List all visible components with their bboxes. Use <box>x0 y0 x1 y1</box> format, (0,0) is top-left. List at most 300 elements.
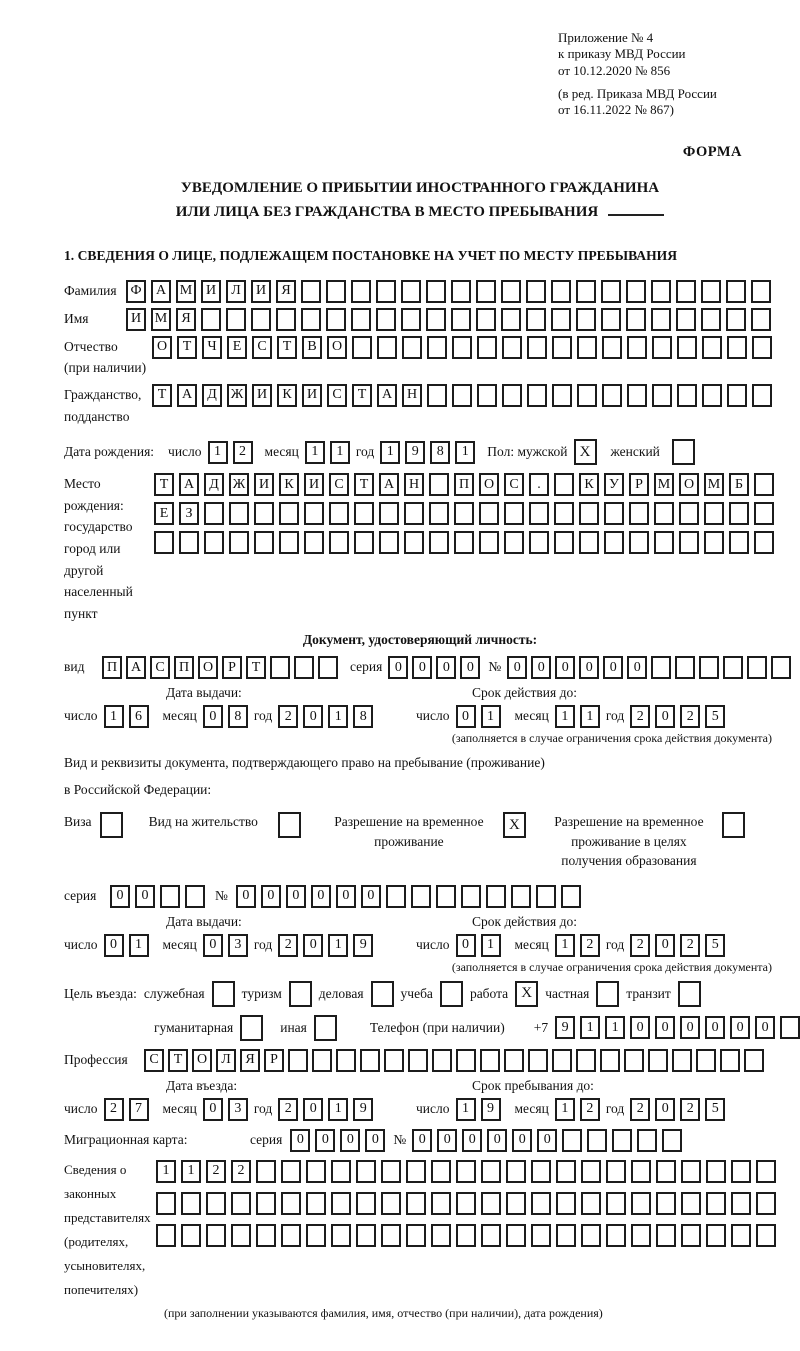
char-box[interactable]: 0 <box>361 885 381 908</box>
char-box[interactable]: 0 <box>655 934 675 957</box>
char-box[interactable] <box>312 1049 332 1072</box>
char-box[interactable] <box>401 308 421 331</box>
char-box[interactable] <box>751 308 771 331</box>
char-box[interactable] <box>579 531 599 554</box>
char-box[interactable] <box>376 308 396 331</box>
char-box[interactable] <box>331 1224 351 1247</box>
char-box[interactable]: 0 <box>290 1129 310 1152</box>
char-box[interactable]: С <box>150 656 170 679</box>
char-box[interactable]: О <box>198 656 218 679</box>
char-box[interactable] <box>336 1049 356 1072</box>
char-box[interactable] <box>304 531 324 554</box>
char-box[interactable]: 0 <box>730 1016 750 1039</box>
char-box[interactable]: 5 <box>705 705 725 728</box>
char-box[interactable] <box>627 336 647 359</box>
char-box[interactable] <box>672 1049 692 1072</box>
char-box[interactable] <box>602 336 622 359</box>
char-box[interactable] <box>480 1049 500 1072</box>
char-box[interactable]: 1 <box>181 1160 201 1183</box>
char-box[interactable] <box>281 1192 301 1215</box>
char-box[interactable] <box>477 384 497 407</box>
char-box[interactable] <box>601 280 621 303</box>
char-box[interactable] <box>436 885 456 908</box>
char-box[interactable] <box>502 384 522 407</box>
char-box[interactable]: Т <box>168 1049 188 1072</box>
char-box[interactable] <box>185 885 205 908</box>
char-box[interactable] <box>329 502 349 525</box>
char-box[interactable] <box>306 1224 326 1247</box>
char-box[interactable] <box>652 336 672 359</box>
char-box[interactable]: Н <box>404 473 424 496</box>
char-box[interactable] <box>504 1049 524 1072</box>
char-box[interactable] <box>354 531 374 554</box>
char-box[interactable]: 2 <box>104 1098 124 1121</box>
char-box[interactable] <box>528 1049 548 1072</box>
char-box[interactable]: 0 <box>630 1016 650 1039</box>
char-box[interactable] <box>204 531 224 554</box>
char-box[interactable]: 2 <box>630 1098 650 1121</box>
purpose-official-checkbox[interactable] <box>212 981 235 1007</box>
char-box[interactable]: С <box>329 473 349 496</box>
char-box[interactable] <box>626 280 646 303</box>
char-box[interactable] <box>662 1129 682 1152</box>
char-box[interactable] <box>629 502 649 525</box>
char-box[interactable] <box>731 1192 751 1215</box>
char-box[interactable] <box>381 1192 401 1215</box>
char-box[interactable]: 1 <box>305 441 325 464</box>
char-box[interactable] <box>581 1192 601 1215</box>
char-box[interactable]: 5 <box>705 934 725 957</box>
char-box[interactable] <box>579 502 599 525</box>
char-box[interactable] <box>406 1160 426 1183</box>
char-box[interactable]: В <box>302 336 322 359</box>
sex-male-checkbox[interactable]: X <box>574 439 597 465</box>
char-box[interactable] <box>629 531 649 554</box>
char-box[interactable]: 0 <box>655 705 675 728</box>
char-box[interactable]: 1 <box>456 1098 476 1121</box>
char-box[interactable]: 2 <box>630 934 650 957</box>
char-box[interactable] <box>577 336 597 359</box>
purpose-work-checkbox[interactable]: X <box>515 981 538 1007</box>
char-box[interactable]: 9 <box>481 1098 501 1121</box>
char-box[interactable]: О <box>679 473 699 496</box>
char-box[interactable] <box>404 531 424 554</box>
char-box[interactable]: Ч <box>202 336 222 359</box>
char-box[interactable]: Ф <box>126 280 146 303</box>
char-box[interactable]: 2 <box>680 705 700 728</box>
char-box[interactable]: 0 <box>203 934 223 957</box>
char-box[interactable] <box>551 308 571 331</box>
char-box[interactable]: 0 <box>456 934 476 957</box>
char-box[interactable]: А <box>377 384 397 407</box>
char-box[interactable]: . <box>529 473 549 496</box>
char-box[interactable]: 0 <box>203 1098 223 1121</box>
char-box[interactable] <box>601 308 621 331</box>
char-box[interactable] <box>306 1192 326 1215</box>
char-box[interactable]: 0 <box>680 1016 700 1039</box>
char-box[interactable] <box>452 336 472 359</box>
char-box[interactable] <box>552 336 572 359</box>
char-box[interactable] <box>606 1224 626 1247</box>
char-box[interactable] <box>754 473 774 496</box>
char-box[interactable] <box>501 308 521 331</box>
char-box[interactable] <box>456 1160 476 1183</box>
char-box[interactable] <box>431 1224 451 1247</box>
char-box[interactable] <box>604 502 624 525</box>
char-box[interactable] <box>229 502 249 525</box>
char-box[interactable]: М <box>151 308 171 331</box>
char-box[interactable] <box>648 1049 668 1072</box>
char-box[interactable]: 1 <box>129 934 149 957</box>
char-box[interactable] <box>486 885 506 908</box>
char-box[interactable]: П <box>174 656 194 679</box>
char-box[interactable] <box>756 1160 776 1183</box>
char-box[interactable] <box>381 1224 401 1247</box>
char-box[interactable]: Т <box>352 384 372 407</box>
char-box[interactable]: А <box>151 280 171 303</box>
char-box[interactable] <box>181 1224 201 1247</box>
char-box[interactable] <box>606 1160 626 1183</box>
char-box[interactable] <box>706 1224 726 1247</box>
char-box[interactable] <box>677 384 697 407</box>
char-box[interactable] <box>281 1160 301 1183</box>
char-box[interactable]: 0 <box>655 1098 675 1121</box>
char-box[interactable] <box>606 1192 626 1215</box>
char-box[interactable] <box>562 1129 582 1152</box>
char-box[interactable]: 0 <box>531 656 551 679</box>
char-box[interactable]: 0 <box>555 656 575 679</box>
char-box[interactable] <box>780 1016 800 1039</box>
purpose-humanitarian-checkbox[interactable] <box>240 1015 263 1041</box>
char-box[interactable]: 0 <box>135 885 155 908</box>
char-box[interactable] <box>331 1160 351 1183</box>
char-box[interactable]: 3 <box>228 934 248 957</box>
char-box[interactable]: Т <box>154 473 174 496</box>
char-box[interactable] <box>386 885 406 908</box>
char-box[interactable] <box>731 1224 751 1247</box>
char-box[interactable]: И <box>201 280 221 303</box>
char-box[interactable] <box>576 280 596 303</box>
char-box[interactable]: 0 <box>340 1129 360 1152</box>
char-box[interactable] <box>331 1192 351 1215</box>
char-box[interactable] <box>201 308 221 331</box>
char-box[interactable] <box>431 1160 451 1183</box>
char-box[interactable]: 8 <box>353 705 373 728</box>
char-box[interactable]: О <box>192 1049 212 1072</box>
char-box[interactable] <box>747 656 767 679</box>
char-box[interactable] <box>771 656 791 679</box>
char-box[interactable] <box>576 308 596 331</box>
char-box[interactable]: 9 <box>353 934 373 957</box>
char-box[interactable] <box>552 1049 572 1072</box>
char-box[interactable]: 0 <box>412 656 432 679</box>
char-box[interactable] <box>181 1192 201 1215</box>
char-box[interactable]: Д <box>204 473 224 496</box>
char-box[interactable] <box>406 1192 426 1215</box>
char-box[interactable]: С <box>327 384 347 407</box>
char-box[interactable]: 0 <box>456 705 476 728</box>
char-box[interactable]: 9 <box>353 1098 373 1121</box>
char-box[interactable] <box>656 1224 676 1247</box>
char-box[interactable] <box>156 1224 176 1247</box>
char-box[interactable]: А <box>179 473 199 496</box>
purpose-tourism-checkbox[interactable] <box>289 981 312 1007</box>
char-box[interactable]: 0 <box>311 885 331 908</box>
char-box[interactable] <box>481 1192 501 1215</box>
char-box[interactable] <box>556 1224 576 1247</box>
char-box[interactable] <box>727 336 747 359</box>
char-box[interactable] <box>723 656 743 679</box>
char-box[interactable] <box>676 280 696 303</box>
char-box[interactable]: 1 <box>555 934 575 957</box>
char-box[interactable]: 0 <box>110 885 130 908</box>
char-box[interactable] <box>408 1049 428 1072</box>
char-box[interactable] <box>279 531 299 554</box>
char-box[interactable]: 2 <box>278 934 298 957</box>
char-box[interactable]: 1 <box>555 705 575 728</box>
char-box[interactable]: А <box>379 473 399 496</box>
char-box[interactable]: Т <box>177 336 197 359</box>
char-box[interactable] <box>754 502 774 525</box>
char-box[interactable] <box>251 308 271 331</box>
char-box[interactable]: Ж <box>227 384 247 407</box>
char-box[interactable] <box>502 336 522 359</box>
char-box[interactable] <box>561 885 581 908</box>
char-box[interactable] <box>226 308 246 331</box>
char-box[interactable] <box>556 1160 576 1183</box>
char-box[interactable]: 0 <box>365 1129 385 1152</box>
char-box[interactable] <box>506 1160 526 1183</box>
char-box[interactable]: 1 <box>330 441 350 464</box>
char-box[interactable]: Л <box>216 1049 236 1072</box>
char-box[interactable] <box>511 885 531 908</box>
char-box[interactable] <box>604 531 624 554</box>
purpose-business-checkbox[interactable] <box>371 981 394 1007</box>
purpose-study-checkbox[interactable] <box>440 981 463 1007</box>
char-box[interactable] <box>501 280 521 303</box>
char-box[interactable] <box>654 502 674 525</box>
char-box[interactable] <box>506 1192 526 1215</box>
char-box[interactable]: 6 <box>129 705 149 728</box>
char-box[interactable] <box>326 308 346 331</box>
char-box[interactable]: А <box>177 384 197 407</box>
char-box[interactable] <box>454 502 474 525</box>
char-box[interactable] <box>624 1049 644 1072</box>
char-box[interactable] <box>379 531 399 554</box>
char-box[interactable]: Н <box>402 384 422 407</box>
char-box[interactable]: 8 <box>228 705 248 728</box>
char-box[interactable]: С <box>504 473 524 496</box>
purpose-transit-checkbox[interactable] <box>678 981 701 1007</box>
char-box[interactable] <box>581 1160 601 1183</box>
char-box[interactable]: 2 <box>580 1098 600 1121</box>
char-box[interactable] <box>384 1049 404 1072</box>
char-box[interactable] <box>276 308 296 331</box>
char-box[interactable] <box>376 280 396 303</box>
char-box[interactable] <box>456 1224 476 1247</box>
char-box[interactable] <box>402 336 422 359</box>
char-box[interactable]: 0 <box>705 1016 725 1039</box>
char-box[interactable] <box>231 1192 251 1215</box>
char-box[interactable] <box>726 308 746 331</box>
char-box[interactable]: С <box>144 1049 164 1072</box>
char-box[interactable] <box>681 1224 701 1247</box>
char-box[interactable] <box>677 336 697 359</box>
char-box[interactable]: 1 <box>328 1098 348 1121</box>
char-box[interactable]: И <box>254 473 274 496</box>
purpose-private-checkbox[interactable] <box>596 981 619 1007</box>
char-box[interactable] <box>432 1049 452 1072</box>
char-box[interactable]: 1 <box>328 705 348 728</box>
char-box[interactable] <box>479 531 499 554</box>
char-box[interactable] <box>451 280 471 303</box>
char-box[interactable] <box>536 885 556 908</box>
char-box[interactable]: 0 <box>388 656 408 679</box>
char-box[interactable]: 9 <box>405 441 425 464</box>
char-box[interactable] <box>704 502 724 525</box>
char-box[interactable]: 0 <box>603 656 623 679</box>
char-box[interactable] <box>411 885 431 908</box>
char-box[interactable]: Р <box>222 656 242 679</box>
char-box[interactable]: Р <box>629 473 649 496</box>
char-box[interactable]: Я <box>276 280 296 303</box>
char-box[interactable] <box>551 280 571 303</box>
char-box[interactable] <box>156 1192 176 1215</box>
char-box[interactable] <box>154 531 174 554</box>
char-box[interactable] <box>160 885 180 908</box>
char-box[interactable]: 1 <box>104 705 124 728</box>
char-box[interactable] <box>720 1049 740 1072</box>
char-box[interactable] <box>602 384 622 407</box>
visa-checkbox[interactable] <box>100 812 123 838</box>
char-box[interactable] <box>679 531 699 554</box>
char-box[interactable] <box>754 531 774 554</box>
char-box[interactable] <box>752 336 772 359</box>
char-box[interactable] <box>356 1192 376 1215</box>
char-box[interactable]: 5 <box>705 1098 725 1121</box>
char-box[interactable]: К <box>579 473 599 496</box>
char-box[interactable] <box>476 308 496 331</box>
char-box[interactable] <box>456 1049 476 1072</box>
char-box[interactable]: О <box>327 336 347 359</box>
char-box[interactable]: И <box>302 384 322 407</box>
char-box[interactable]: 0 <box>303 705 323 728</box>
char-box[interactable]: К <box>277 384 297 407</box>
char-box[interactable]: И <box>251 280 271 303</box>
char-box[interactable]: 0 <box>315 1129 335 1152</box>
char-box[interactable]: И <box>252 384 272 407</box>
char-box[interactable]: 1 <box>455 441 475 464</box>
char-box[interactable] <box>329 531 349 554</box>
char-box[interactable] <box>254 502 274 525</box>
char-box[interactable] <box>729 502 749 525</box>
char-box[interactable]: 0 <box>437 1129 457 1152</box>
char-box[interactable]: 2 <box>278 1098 298 1121</box>
char-box[interactable]: 0 <box>507 656 527 679</box>
char-box[interactable] <box>526 280 546 303</box>
char-box[interactable]: 0 <box>303 1098 323 1121</box>
char-box[interactable] <box>454 531 474 554</box>
char-box[interactable] <box>427 336 447 359</box>
char-box[interactable]: 0 <box>627 656 647 679</box>
char-box[interactable]: 1 <box>605 1016 625 1039</box>
char-box[interactable]: 0 <box>104 934 124 957</box>
char-box[interactable] <box>301 308 321 331</box>
char-box[interactable]: 0 <box>436 656 456 679</box>
char-box[interactable] <box>256 1224 276 1247</box>
char-box[interactable] <box>288 1049 308 1072</box>
char-box[interactable]: Ж <box>229 473 249 496</box>
char-box[interactable]: 0 <box>537 1129 557 1152</box>
char-box[interactable] <box>651 308 671 331</box>
char-box[interactable]: 0 <box>512 1129 532 1152</box>
char-box[interactable] <box>506 1224 526 1247</box>
char-box[interactable] <box>676 308 696 331</box>
char-box[interactable] <box>702 384 722 407</box>
char-box[interactable] <box>254 531 274 554</box>
char-box[interactable]: 2 <box>206 1160 226 1183</box>
char-box[interactable]: 0 <box>412 1129 432 1152</box>
char-box[interactable] <box>744 1049 764 1072</box>
char-box[interactable]: С <box>252 336 272 359</box>
char-box[interactable]: Б <box>729 473 749 496</box>
residence-permit-checkbox[interactable] <box>278 812 301 838</box>
char-box[interactable] <box>281 1224 301 1247</box>
char-box[interactable]: 0 <box>755 1016 775 1039</box>
char-box[interactable] <box>751 280 771 303</box>
char-box[interactable]: 0 <box>579 656 599 679</box>
char-box[interactable] <box>679 502 699 525</box>
char-box[interactable]: 0 <box>336 885 356 908</box>
char-box[interactable]: 3 <box>228 1098 248 1121</box>
char-box[interactable] <box>587 1129 607 1152</box>
char-box[interactable] <box>626 308 646 331</box>
char-box[interactable] <box>637 1129 657 1152</box>
char-box[interactable]: 1 <box>328 934 348 957</box>
char-box[interactable] <box>360 1049 380 1072</box>
char-box[interactable] <box>206 1224 226 1247</box>
char-box[interactable] <box>256 1160 276 1183</box>
char-box[interactable] <box>652 384 672 407</box>
char-box[interactable]: Т <box>152 384 172 407</box>
char-box[interactable] <box>704 531 724 554</box>
char-box[interactable]: О <box>152 336 172 359</box>
char-box[interactable]: 0 <box>261 885 281 908</box>
char-box[interactable]: 0 <box>236 885 256 908</box>
char-box[interactable]: 0 <box>203 705 223 728</box>
char-box[interactable] <box>581 1224 601 1247</box>
char-box[interactable] <box>556 1192 576 1215</box>
char-box[interactable]: 1 <box>208 441 228 464</box>
char-box[interactable]: 2 <box>680 1098 700 1121</box>
char-box[interactable]: П <box>454 473 474 496</box>
char-box[interactable]: Л <box>226 280 246 303</box>
char-box[interactable]: Я <box>176 308 196 331</box>
char-box[interactable] <box>699 656 719 679</box>
char-box[interactable] <box>696 1049 716 1072</box>
char-box[interactable] <box>479 502 499 525</box>
temp-residence-checkbox[interactable]: X <box>503 812 526 838</box>
char-box[interactable] <box>727 384 747 407</box>
char-box[interactable]: 2 <box>680 934 700 957</box>
char-box[interactable] <box>356 1160 376 1183</box>
char-box[interactable]: 0 <box>462 1129 482 1152</box>
char-box[interactable] <box>681 1160 701 1183</box>
char-box[interactable]: И <box>126 308 146 331</box>
sex-female-checkbox[interactable] <box>672 439 695 465</box>
char-box[interactable] <box>554 531 574 554</box>
char-box[interactable] <box>429 531 449 554</box>
